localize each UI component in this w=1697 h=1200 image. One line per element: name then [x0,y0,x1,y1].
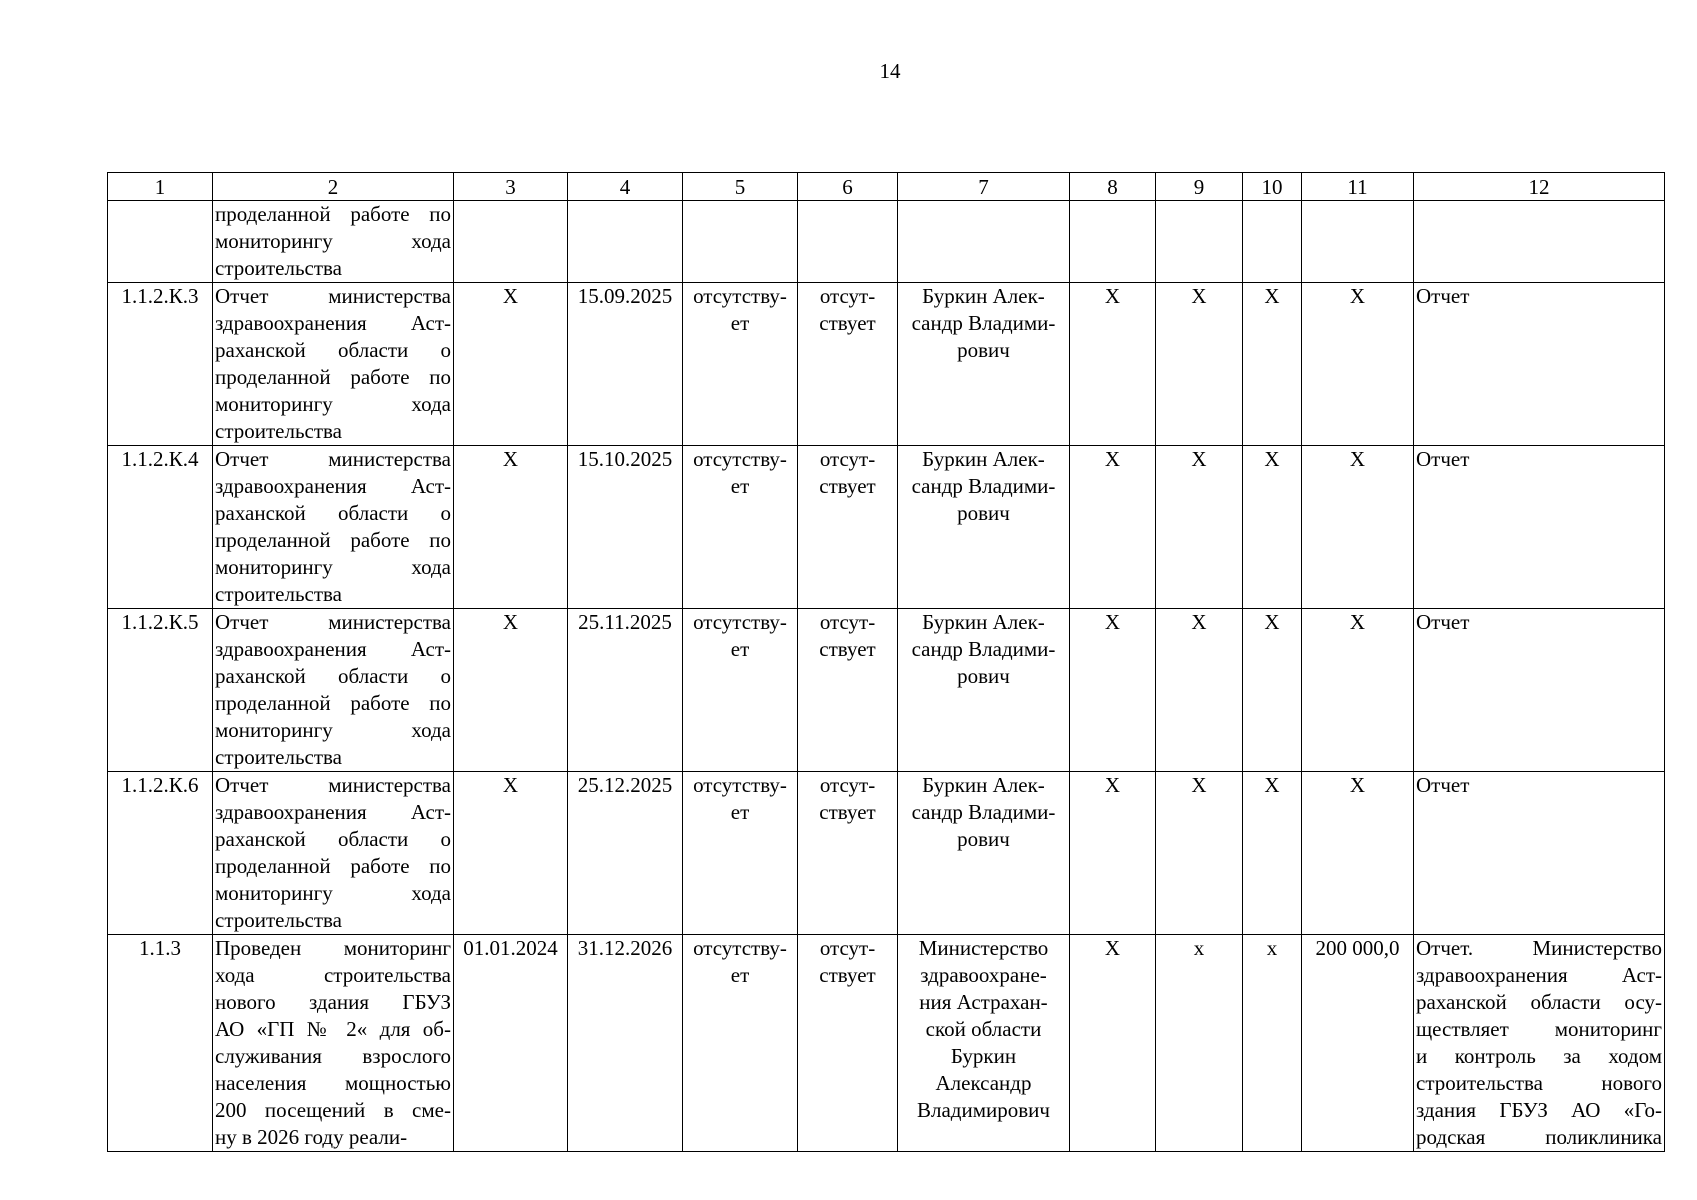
description-cell-line: мониторингу хода [215,229,451,253]
result-cell-line: строительства нового [1416,1071,1662,1095]
description-cell-line: проделанной работе по [215,202,451,226]
absence-cell [798,772,898,935]
description-cell-line: населения мощностью [215,1071,451,1095]
responsible-cell-line: рович [957,501,1010,525]
availability-cell [683,201,798,283]
result-cell-line: раханской области осу- [1416,990,1662,1014]
description-cell-line: мониторингу хода [215,881,451,905]
absence-cell-line: отсут- [819,610,876,634]
table-row [108,609,1665,772]
start-date-cell: 01.01.2024 [454,935,568,1152]
absence-cell-line: ствует [819,637,876,661]
table-row [108,446,1665,609]
result-cell-line: Отчет [1416,284,1470,308]
responsible-cell-line: ния Астрахан- [919,990,1048,1014]
result-cell [1414,201,1665,283]
value-cell-8: Х [1070,446,1156,609]
description-cell-line: АО «ГП № 2« для об- [215,1017,451,1041]
amount-cell: Х [1302,283,1414,446]
column-number-header: 9 [1156,173,1243,201]
responsible-cell [898,935,1070,1152]
column-number-header: 6 [798,173,898,201]
responsible-cell [898,446,1070,609]
start-date-cell: Х [454,446,568,609]
description-cell [213,201,454,283]
availability-cell-line: отсутству- [693,284,787,308]
table-row [108,283,1665,446]
value-cell-10: Х [1243,772,1302,935]
result-cell-line: Отчет [1416,610,1470,634]
column-number-header: 8 [1070,173,1156,201]
description-cell-line: строительства [215,908,343,932]
result-cell-line: Отчет. Министерство [1416,936,1662,960]
description-cell-line: хода строительства [215,963,451,987]
availability-cell [683,609,798,772]
absence-cell-line: отсут- [819,773,876,797]
availability-cell-line: ет [730,637,750,661]
result-cell-line: ществляет мониторинг [1416,1017,1662,1041]
responsible-cell-line: Буркин Алек- [922,610,1045,634]
value-cell-10: Х [1243,283,1302,446]
result-cell [1414,609,1665,772]
column-number-header: 10 [1243,173,1302,201]
value-cell-9: х [1156,935,1243,1152]
value-cell-10: х [1243,935,1302,1152]
start-date-cell: Х [454,609,568,772]
result-cell [1414,935,1665,1152]
end-date-cell: 25.11.2025 [568,609,683,772]
end-date-cell: 15.09.2025 [568,283,683,446]
responsible-cell-line: Владимирович [917,1098,1050,1122]
item-number-cell: 1.1.2.К.4 [108,446,213,609]
column-number-header-row [108,173,1665,201]
value-cell-9: Х [1156,772,1243,935]
availability-cell [683,935,798,1152]
value-cell-8: Х [1070,935,1156,1152]
description-cell-line: 200 посещений в сме- [215,1098,451,1122]
responsible-cell-line: Министерство [918,936,1049,960]
value-cell-10: Х [1243,609,1302,772]
report-table [107,172,1665,1152]
description-cell-line: Отчет министерства [215,447,451,471]
availability-cell-line: ет [730,963,750,987]
result-cell-line: Отчет [1416,773,1470,797]
availability-cell [683,772,798,935]
description-cell-line: проделанной работе по [215,365,451,389]
description-cell-line: проделанной работе по [215,854,451,878]
description-cell-line: здравоохранения Аст- [215,637,451,661]
value-cell-9: Х [1156,609,1243,772]
description-cell [213,609,454,772]
absence-cell [798,935,898,1152]
description-cell-line: ну в 2026 году реали- [215,1125,408,1149]
description-cell-line: мониторингу хода [215,392,451,416]
start-date-cell [454,201,568,283]
responsible-cell-line: сандр Владими- [911,800,1056,824]
value-cell-8: Х [1070,772,1156,935]
description-cell-line: служивания взрослого [215,1044,451,1068]
item-number-cell [108,201,213,283]
description-cell-line: строительства [215,582,343,606]
end-date-cell: 15.10.2025 [568,446,683,609]
availability-cell-line: отсутству- [693,936,787,960]
amount-cell: Х [1302,609,1414,772]
value-cell-10 [1243,201,1302,283]
result-cell [1414,283,1665,446]
absence-cell-line: отсут- [819,447,876,471]
absence-cell-line: отсут- [819,284,876,308]
value-cell-9 [1156,201,1243,283]
description-cell-line: Отчет министерства [215,610,451,634]
availability-cell [683,283,798,446]
column-number-header: 4 [568,173,683,201]
column-number-header: 1 [108,173,213,201]
absence-cell [798,201,898,283]
responsible-cell-line: сандр Владими- [911,637,1056,661]
description-cell [213,283,454,446]
responsible-cell-line: Буркин [950,1044,1017,1068]
absence-cell-line: ствует [819,474,876,498]
end-date-cell [568,201,683,283]
description-cell-line: раханской области о [215,827,451,851]
availability-cell-line: ет [730,800,750,824]
amount-cell: Х [1302,446,1414,609]
description-cell-line: строительства [215,745,343,769]
page-number: 14 [879,59,901,83]
column-number-header: 5 [683,173,798,201]
absence-cell-line: ствует [819,963,876,987]
responsible-cell-line: сандр Владими- [911,474,1056,498]
item-number-cell: 1.1.2.К.3 [108,283,213,446]
description-cell-line: проделанной работе по [215,691,451,715]
responsible-cell-line: Буркин Алек- [922,284,1045,308]
description-cell [213,772,454,935]
description-cell-line: нового здания ГБУЗ [215,990,451,1014]
value-cell-8 [1070,201,1156,283]
responsible-cell-line: рович [957,338,1010,362]
absence-cell [798,446,898,609]
column-number-header: 11 [1302,173,1414,201]
description-cell-line: мониторингу хода [215,555,451,579]
availability-cell [683,446,798,609]
column-number-header: 7 [898,173,1070,201]
description-cell-line: Проведен мониторинг [215,936,451,960]
description-cell-line: здравоохранения Аст- [215,474,451,498]
description-cell-line: Отчет министерства [215,284,451,308]
description-cell-line: здравоохранения Аст- [215,311,451,335]
description-cell-line: раханской области о [215,664,451,688]
value-cell-9: Х [1156,446,1243,609]
description-cell-line: мониторингу хода [215,718,451,742]
result-cell-line: родская поликлиника [1416,1125,1662,1149]
description-cell-line: строительства [215,256,343,280]
availability-cell-line: ет [730,474,750,498]
availability-cell-line: отсутству- [693,447,787,471]
responsible-cell-line: рович [957,664,1010,688]
responsible-cell-line: Буркин Алек- [922,447,1045,471]
item-number-cell: 1.1.3 [108,935,213,1152]
value-cell-10: Х [1243,446,1302,609]
item-number-cell: 1.1.2.К.5 [108,609,213,772]
responsible-cell [898,772,1070,935]
result-cell-line: здравоохранения Аст- [1416,963,1662,987]
start-date-cell: Х [454,772,568,935]
responsible-cell-line: ской области [925,1017,1042,1041]
amount-cell [1302,201,1414,283]
end-date-cell: 31.12.2026 [568,935,683,1152]
description-cell-line: раханской области о [215,338,451,362]
description-cell-line: здравоохранения Аст- [215,800,451,824]
responsible-cell-line: Александр [935,1071,1032,1095]
item-number-cell: 1.1.2.К.6 [108,772,213,935]
description-cell-line: строительства [215,419,343,443]
table-row [108,201,1665,283]
value-cell-8: Х [1070,609,1156,772]
value-cell-8: Х [1070,283,1156,446]
amount-cell: 200 000,0 [1302,935,1414,1152]
table-row [108,772,1665,935]
table-body [108,173,1665,1152]
absence-cell [798,609,898,772]
result-cell [1414,772,1665,935]
availability-cell-line: ет [730,311,750,335]
absence-cell [798,283,898,446]
responsible-cell [898,609,1070,772]
responsible-cell [898,201,1070,283]
result-cell [1414,446,1665,609]
responsible-cell-line: рович [957,827,1010,851]
column-number-header: 12 [1414,173,1665,201]
value-cell-9: Х [1156,283,1243,446]
result-cell-line: Отчет [1416,447,1470,471]
responsible-cell [898,283,1070,446]
result-cell-line: здания ГБУЗ АО «Го- [1416,1098,1662,1122]
description-cell-line: раханской области о [215,501,451,525]
responsible-cell-line: здравоохране- [920,963,1047,987]
amount-cell: Х [1302,772,1414,935]
description-cell [213,935,454,1152]
description-cell-line: Отчет министерства [215,773,451,797]
absence-cell-line: ствует [819,311,876,335]
description-cell [213,446,454,609]
absence-cell-line: отсут- [819,936,876,960]
result-cell-line: и контроль за ходом [1416,1044,1662,1068]
end-date-cell: 25.12.2025 [568,772,683,935]
responsible-cell-line: Буркин Алек- [922,773,1045,797]
start-date-cell: Х [454,283,568,446]
availability-cell-line: отсутству- [693,773,787,797]
absence-cell-line: ствует [819,800,876,824]
table-row [108,935,1665,1152]
availability-cell-line: отсутству- [693,610,787,634]
column-number-header: 3 [454,173,568,201]
responsible-cell-line: сандр Владими- [911,311,1056,335]
column-number-header: 2 [213,173,454,201]
description-cell-line: проделанной работе по [215,528,451,552]
